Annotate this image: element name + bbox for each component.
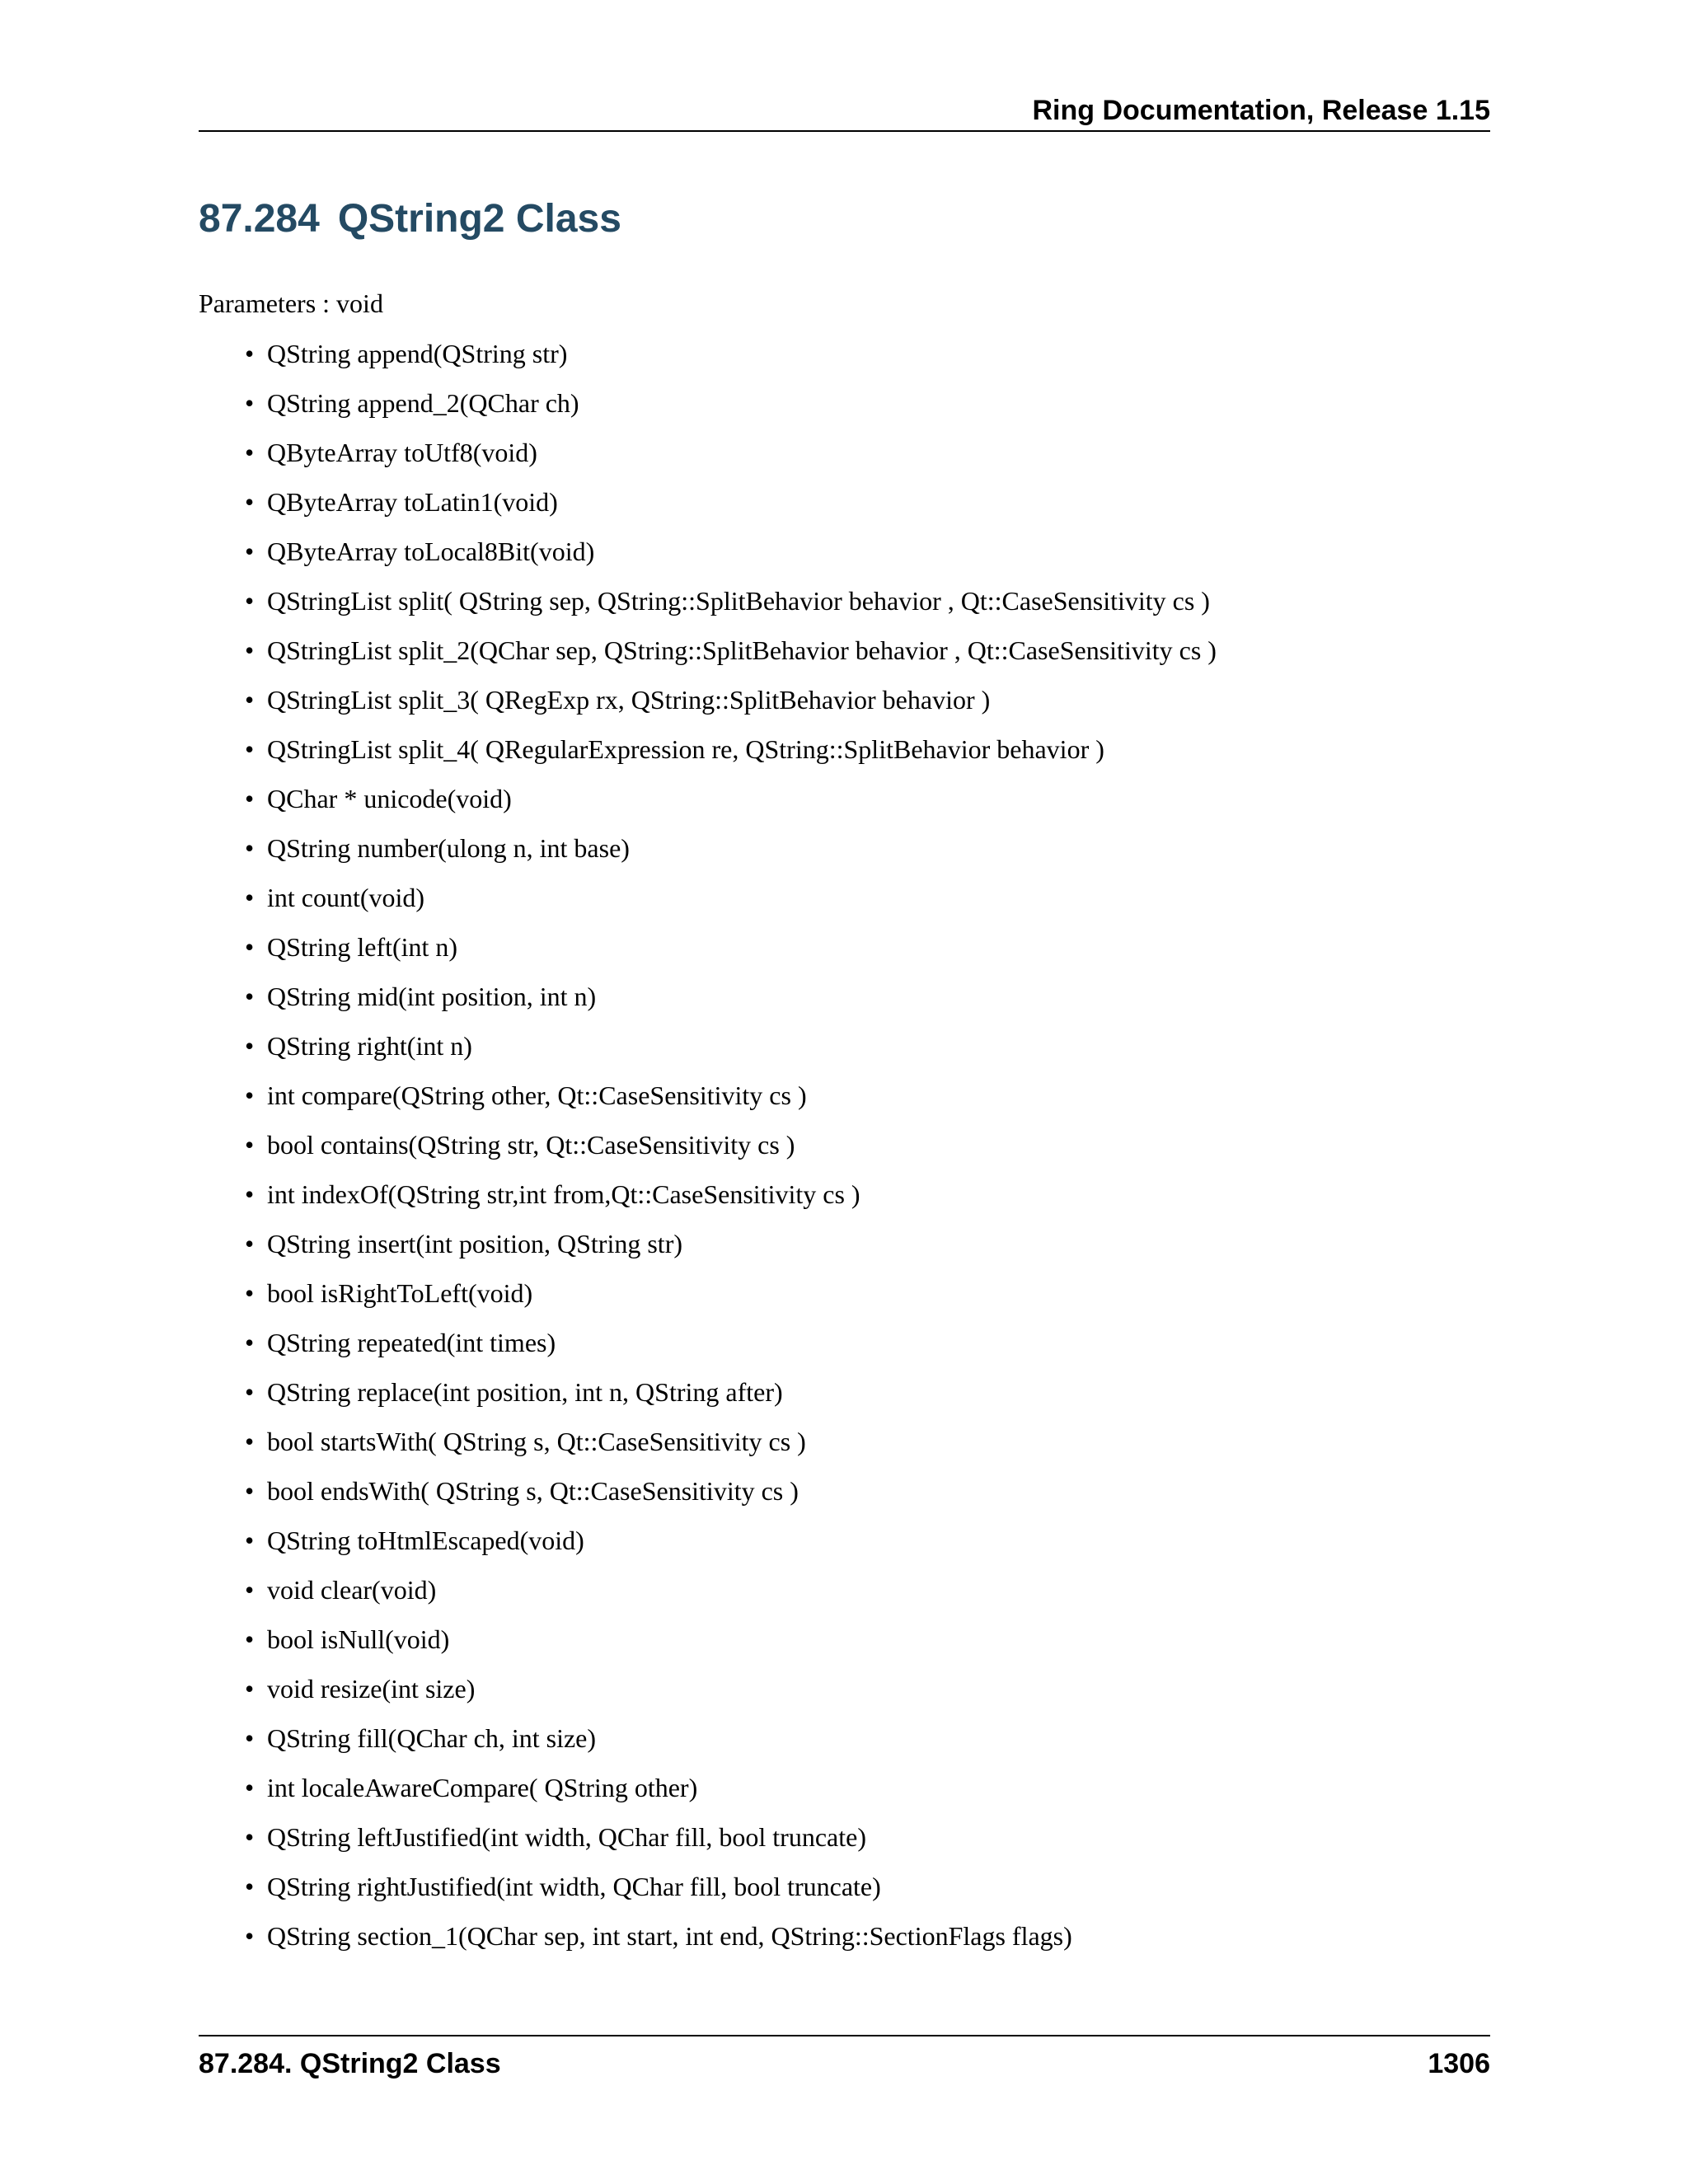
method-signature: QString repeated(int times) [267,1328,556,1357]
list-item [0,828,1688,878]
bullet-icon: • [245,1278,255,1308]
method-signature: QString fill(QChar ch, int size) [267,1723,597,1753]
running-header: Ring Documentation, Release 1.15 [1032,95,1490,126]
bullet-icon: • [245,932,255,962]
method-signature: QString rightJustified(int width, QChar fill, bool truncate) [267,1872,881,1901]
list-item [0,1718,1688,1768]
footer-rule [199,2035,1490,2036]
method-signature: bool isRightToLeft(void) [267,1278,533,1308]
list-item [0,1323,1688,1372]
method-signature: QStringList split_3( QRegExp rx, QString::SplitBehavior behavior ) [267,685,991,715]
list-item [0,581,1688,630]
list-item [0,334,1688,383]
list-item [0,482,1688,532]
header-rule [199,130,1490,132]
method-signature: QString mid(int position, int n) [267,982,597,1011]
method-signature: int compare(QString other, Qt::CaseSensitivity cs ) [267,1080,807,1110]
section-title-text: QString2 Class [337,197,621,241]
method-signature: QString append_2(QChar ch) [267,388,579,418]
bullet-icon: • [245,1575,255,1605]
bullet-icon: • [245,537,255,566]
bullet-icon: • [245,685,255,715]
list-item [0,977,1688,1026]
bullet-icon: • [245,1031,255,1061]
method-signature: bool isNull(void) [267,1624,450,1654]
list-item [0,1817,1688,1867]
method-signature: QString right(int n) [267,1031,472,1061]
list-item [0,1916,1688,1966]
list-item [0,779,1688,828]
list-item [0,680,1688,729]
method-signature: QString replace(int position, int n, QString after) [267,1377,783,1407]
list-item [0,729,1688,779]
method-signature: QStringList split_2(QChar sep, QString::SplitBehavior behavior , Qt::CaseSensitivity cs ) [267,635,1217,665]
footer-section-label: 87.284. QString2 Class [199,2048,501,2079]
method-signature: void resize(int size) [267,1674,476,1704]
bullet-icon: • [245,1674,255,1704]
bullet-icon: • [245,734,255,764]
bullet-icon: • [245,833,255,863]
method-signature: QStringList split( QString sep, QString::SplitBehavior behavior , Qt::CaseSensitivity cs ) [267,586,1210,616]
bullet-icon: • [245,1476,255,1506]
method-signature: QString toHtmlEscaped(void) [267,1526,584,1555]
method-signature: QStringList split_4( QRegularExpression re, QString::SplitBehavior behavior ) [267,734,1104,764]
footer-page-number: 1306 [1428,2048,1490,2079]
list-item [0,1768,1688,1817]
bullet-icon: • [245,1723,255,1753]
list-item [0,878,1688,927]
list-item [0,1125,1688,1174]
method-signature: QString insert(int position, QString str) [267,1229,682,1258]
method-signature: QByteArray toLatin1(void) [267,487,558,517]
list-item [0,1273,1688,1323]
list-item [0,1669,1688,1718]
bullet-icon: • [245,339,255,368]
list-item [0,1026,1688,1076]
list-item [0,927,1688,977]
bullet-icon: • [245,1229,255,1258]
bullet-icon: • [245,1427,255,1456]
method-signature: void clear(void) [267,1575,437,1605]
bullet-icon: • [245,1328,255,1357]
list-item [0,1422,1688,1471]
method-signature: QString number(ulong n, int base) [267,833,630,863]
list-item [0,1224,1688,1273]
bullet-icon: • [245,1130,255,1160]
list-item [0,433,1688,482]
bullet-icon: • [245,1377,255,1407]
method-signature: bool endsWith( QString s, Qt::CaseSensitivity cs ) [267,1476,799,1506]
method-signature: QChar * unicode(void) [267,784,512,813]
bullet-icon: • [245,1624,255,1654]
bullet-icon: • [245,1822,255,1852]
bullet-icon: • [245,1179,255,1209]
list-item [0,1570,1688,1619]
method-signature: QString left(int n) [267,932,458,962]
list-item [0,383,1688,433]
method-signature: bool contains(QString str, Qt::CaseSensitivity cs ) [267,1130,795,1160]
bullet-icon: • [245,1526,255,1555]
list-item [0,1372,1688,1422]
method-signature: QString section_1(QChar sep, int start, int end, QString::SectionFlags flags) [267,1921,1072,1951]
list-item [0,1521,1688,1570]
bullet-icon: • [245,635,255,665]
list-item [0,630,1688,680]
method-list [0,334,1688,1966]
list-item [0,1619,1688,1669]
method-signature: bool startsWith( QString s, Qt::CaseSensitivity cs ) [267,1427,806,1456]
bullet-icon: • [245,784,255,813]
bullet-icon: • [245,1872,255,1901]
method-signature: QString append(QString str) [267,339,568,368]
bullet-icon: • [245,586,255,616]
method-signature: int indexOf(QString str,int from,Qt::CaseSensitivity cs ) [267,1179,860,1209]
bullet-icon: • [245,388,255,418]
bullet-icon: • [245,487,255,517]
bullet-icon: • [245,1773,255,1802]
list-item [0,1174,1688,1224]
list-item [0,532,1688,581]
bullet-icon: • [245,883,255,912]
method-signature: int count(void) [267,883,425,912]
method-signature: int localeAwareCompare( QString other) [267,1773,698,1802]
list-item [0,1076,1688,1125]
bullet-icon: • [245,982,255,1011]
list-item [0,1471,1688,1521]
bullet-icon: • [245,438,255,467]
section-number: 87.284 [199,197,320,241]
list-item [0,1867,1688,1916]
method-signature: QString leftJustified(int width, QChar fill, bool truncate) [267,1822,866,1852]
parameters-line: Parameters : void [199,288,383,318]
bullet-icon: • [245,1921,255,1951]
section-title [199,190,621,249]
method-signature: QByteArray toLocal8Bit(void) [267,537,595,566]
method-signature: QByteArray toUtf8(void) [267,438,537,467]
bullet-icon: • [245,1080,255,1110]
